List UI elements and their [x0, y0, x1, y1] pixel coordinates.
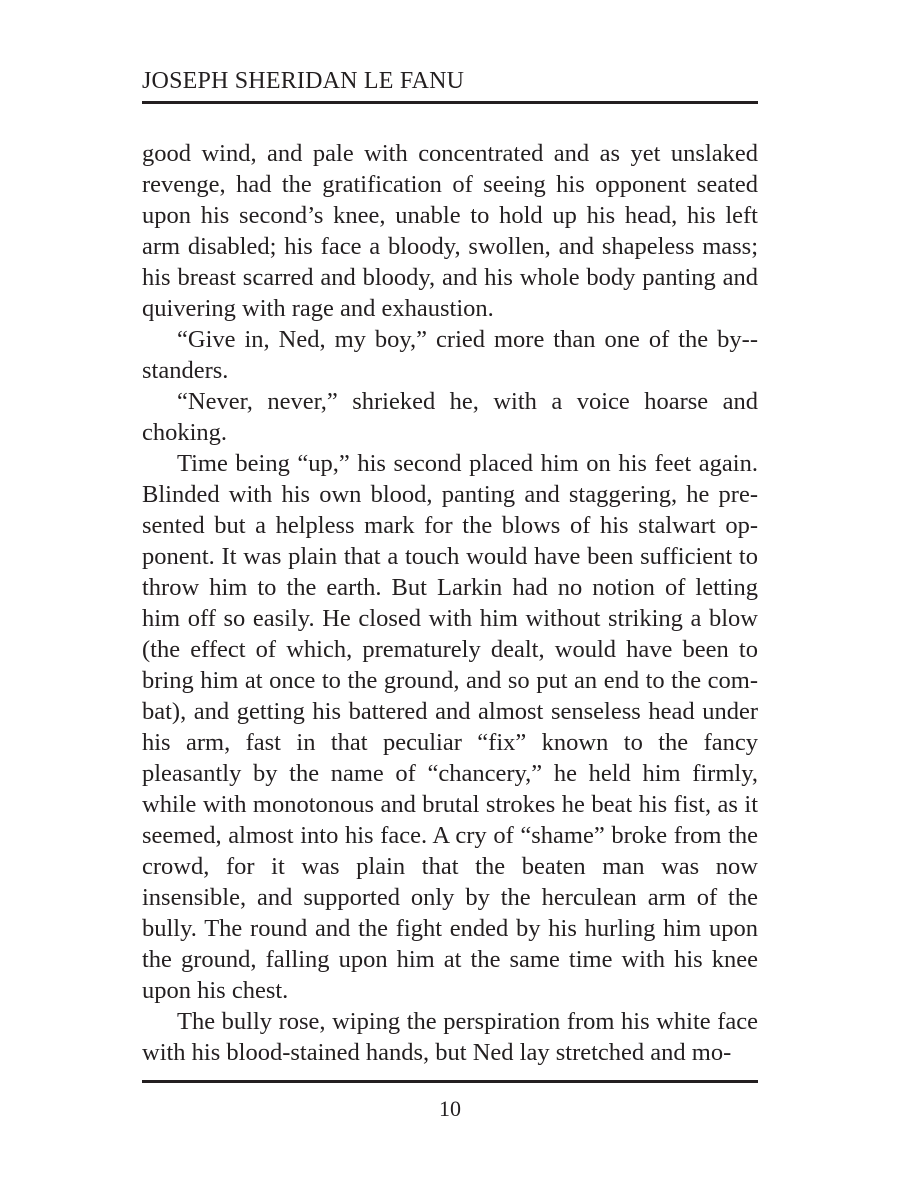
body-text — [142, 138, 758, 1068]
page-number: 10 — [439, 1096, 461, 1121]
footer-rule — [142, 1080, 758, 1083]
paragraph-3: “Never, never,” shrieked he, with a voice hoarse and choking. — [142, 388, 758, 446]
paragraph-2: “Give in, Ned, my boy,” cried more than one of the by-standers. — [142, 326, 758, 384]
running-header — [142, 64, 758, 104]
running-title: JOSEPH SHERIDAN LE FANU — [142, 68, 465, 94]
paragraph-4: Time being “up,” his second placed him on his feet again. Blinded with his own blood, panting and staggering, he presented but a helpless mark for the blows of his stalwart opponent. It was plain that a touch would have been sufficient to throw him to the earth. But Larkin had no notion of letting him off so easily. He closed with him without striking a blow (the effect of which, prematurely dealt, would have been to bring him at once to the ground, and so put an end to the combat), and getting his battered and almost senseless head under his arm, fast in that peculiar “fix” known to the fancy pleasantly by the name of “chancery,” he held him firmly, while with monotonous and brutal strokes he beat his fist, as it seemed, almost into his face. A cry of “shame” broke from the crowd, for it was plain that the beaten man was now insensible, and supported only by the herculean arm of the bully. The round and the fight ended by his hurling him upon the ground, falling upon him at the same time with his knee upon his chest. — [142, 450, 758, 1004]
paragraph-1: good wind, and pale with concentrated and as yet unslaked revenge, had the gratification of seeing his opponent seated upon his second’s knee, unable to hold up his head, his left arm disabled; his face a bloody, swollen, and shapeless mass; his breast scarred and bloody, and his whole body panting and quivering with rage and exhaustion. — [142, 140, 758, 322]
paragraph-5: The bully rose, wiping the perspiration from his white face with his blood-stained hands, but Ned lay stretched and mo- — [142, 1008, 758, 1066]
